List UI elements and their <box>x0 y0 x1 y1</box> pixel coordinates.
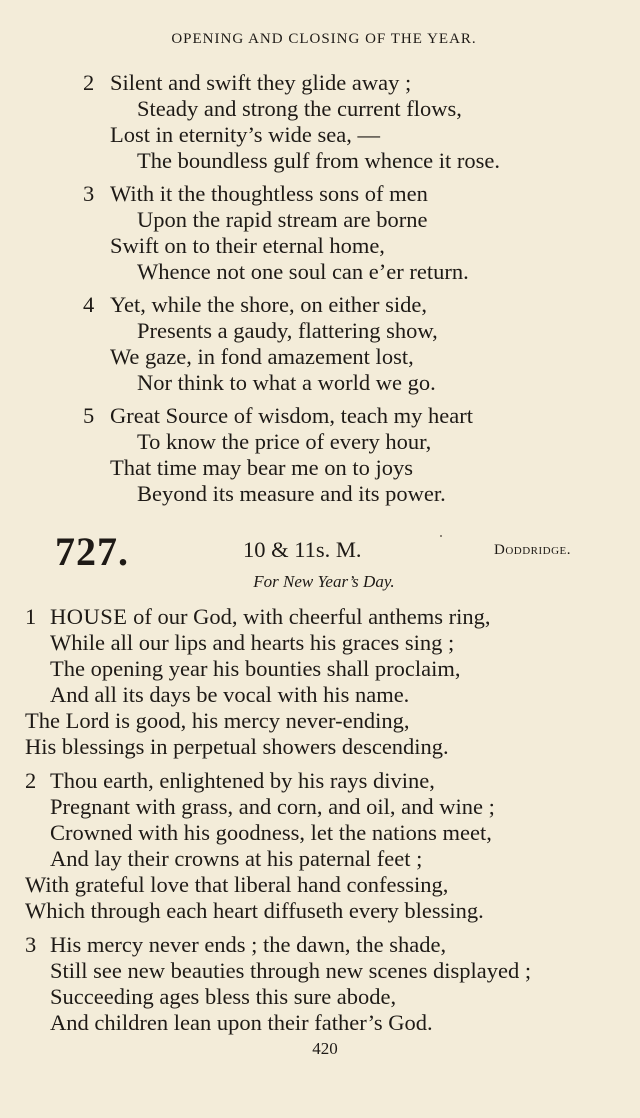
verse-line: Which through each heart diffuseth every blessing. <box>25 898 484 923</box>
verse-line: To know the price of every hour, <box>137 429 432 454</box>
verse-line: With it the thoughtless sons of men <box>110 181 428 206</box>
verse-number: 2 <box>25 768 37 793</box>
verse-line: Silent and swift they glide away ; <box>110 70 412 95</box>
verse-line: And children lean upon their father’s God. <box>50 1010 433 1035</box>
hymn-occasion: For New Year’s Day. <box>253 572 395 591</box>
verse-line: Nor think to what a world we go. <box>137 370 436 395</box>
verse-first-line-rest: of our God, with cheerful anthems ring, <box>127 604 491 629</box>
verse-line: Yet, while the shore, on either side, <box>110 292 428 317</box>
page-number: 420 <box>312 1039 338 1058</box>
verse-number: 4 <box>83 292 95 317</box>
verse-line: Still see new beauties through new scenes displayed ; <box>50 958 532 983</box>
verse-number: 3 <box>25 932 37 957</box>
verse-line: While all our lips and hearts his graces sing ; <box>50 630 455 655</box>
verse-line: The boundless gulf from whence it rose. <box>137 148 501 173</box>
verse-number: 2 <box>83 70 95 95</box>
verse-line: That time may bear me on to joys <box>110 455 414 480</box>
verse-line: With grateful love that liberal hand confessing, <box>25 872 449 897</box>
verse-line: And all its days be vocal with his name. <box>50 682 410 707</box>
verse-first-line <box>50 604 491 630</box>
verse-line: The opening year his bounties shall proclaim, <box>50 656 461 681</box>
verse-line: Whence not one soul can e’er return. <box>137 259 469 284</box>
printer-mark <box>440 535 442 537</box>
hymn-number: 727. <box>55 529 129 574</box>
verse-line: Steady and strong the current flows, <box>137 96 462 121</box>
verse-line: Lost in eternity’s wide sea, — <box>110 122 380 147</box>
verse-line: Presents a gaudy, flattering show, <box>137 318 438 343</box>
verse-line: Beyond its measure and its power. <box>137 481 446 506</box>
hymn-author: Doddridge. <box>494 542 572 558</box>
running-head: OPENING AND CLOSING OF THE YEAR. <box>171 31 477 47</box>
verse-first-word: HOUSE <box>50 604 128 629</box>
verse-line: Succeeding ages bless this sure abode, <box>50 984 397 1009</box>
verse-line: Pregnant with grass, and corn, and oil, and wine ; <box>50 794 495 819</box>
hymn-meter: 10 & 11s. M. <box>243 537 362 562</box>
verse-line: His blessings in perpetual showers descending. <box>25 734 449 759</box>
verse-number: 1 <box>25 604 37 629</box>
verse-line: Upon the rapid stream are borne <box>137 207 428 232</box>
verse-number: 5 <box>83 403 95 428</box>
verse-line: We gaze, in fond amazement lost, <box>110 344 414 369</box>
verse-number: 3 <box>83 181 95 206</box>
verse-line: Crowned with his goodness, let the nations meet, <box>50 820 492 845</box>
verse-line: And lay their crowns at his paternal feet ; <box>50 846 423 871</box>
verse-line: Thou earth, enlightened by his rays divine, <box>50 768 435 793</box>
verse-line: The Lord is good, his mercy never-ending, <box>25 708 410 733</box>
verse-line: His mercy never ends ; the dawn, the shade, <box>50 932 447 957</box>
verse-line: Swift on to their eternal home, <box>110 233 385 258</box>
verse-line: Great Source of wisdom, teach my heart <box>110 403 473 428</box>
